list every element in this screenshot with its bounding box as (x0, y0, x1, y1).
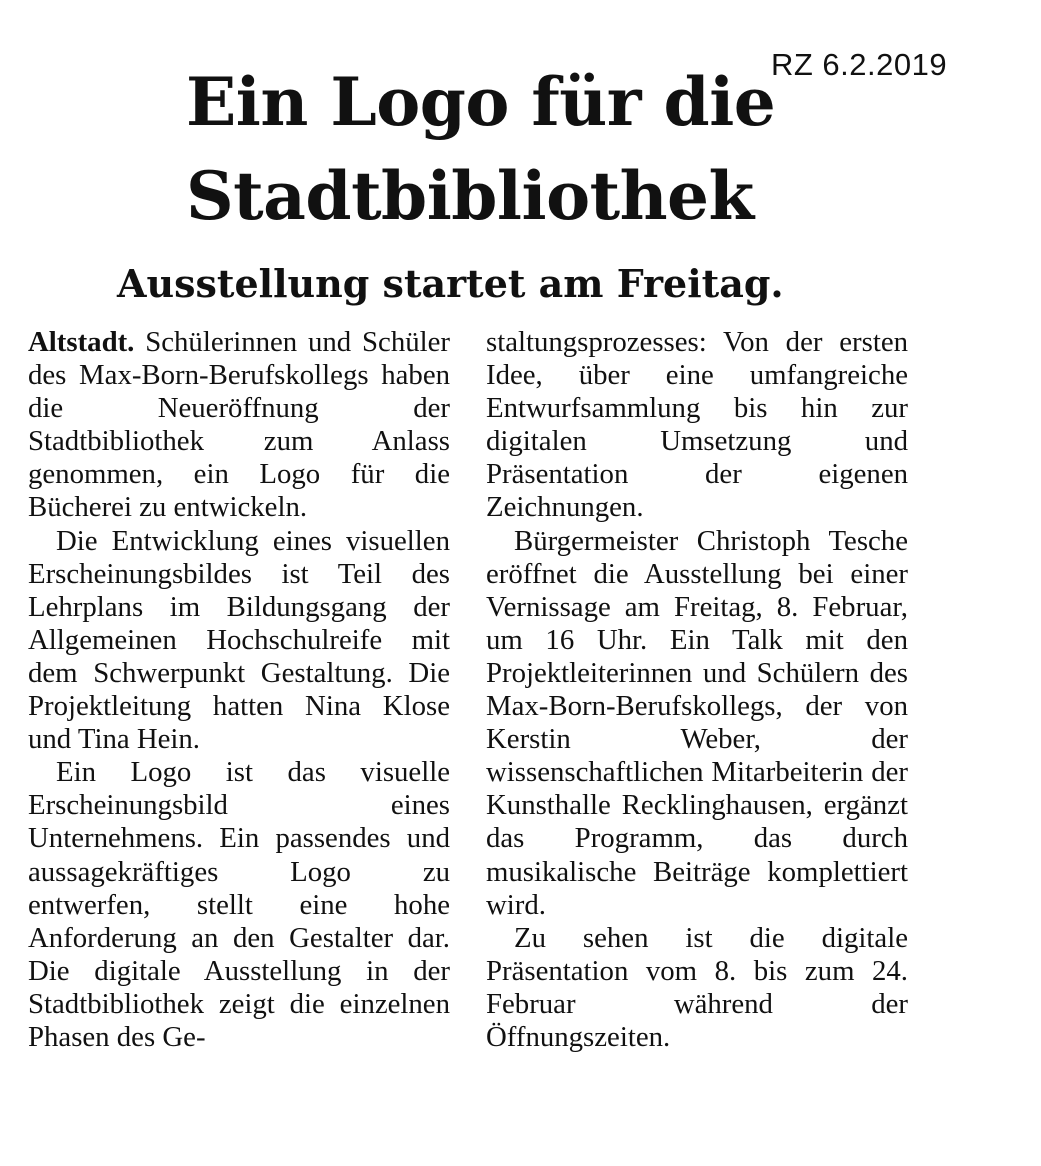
paragraph-dates: Zu sehen ist die digitale Präsentation vom 8. bis zum 24. Februar während der Öffnungszeiten. (486, 921, 908, 1053)
subheadline: Ausstellung startet am Freitag. (117, 261, 784, 306)
source-date: RZ 6.2.2019 (771, 47, 948, 82)
article-column-left (28, 326, 450, 1054)
paragraph-vernissage: Bürgermeister Christoph Tesche eröffnet die Ausstellung bei einer Vernissage am Freitag, 8. Februar, um 16 Uhr. Ein Talk mit den Projektleiterinnen und Schülern des Max-Born-Berufskollegs, der von Kerstin Weber, der wissenschaftlichen Mitarbeiterin der Kunsthalle Recklinghausen, ergänzt das Programm, das durch musikalische Beiträge komplettiert wird. (486, 524, 908, 921)
paragraph-logo-definition: Ein Logo ist das visuelle Erscheinungsbild eines Unternehmens. Ein passendes und aussagekräftiges Logo zu entwerfen, stellt eine hohe Anforderung an den Gestalter dar. Die digitale Ausstellung in der Stadtbibliothek zeigt die einzelnen Phasen des Ge- (28, 756, 450, 1053)
paragraph-intro (28, 326, 450, 525)
headline-line-2: Stadtbibliothek (186, 157, 754, 235)
headline-line-1: Ein Logo für die (186, 63, 776, 141)
paragraph-curriculum: Die Entwicklung eines visuellen Erscheinungsbildes ist Teil des Lehrplans im Bildungsgang der Allgemeinen Hochschulreife mit dem Schwerpunkt Gestaltung. Die Projektleitung hatten Nina Klose und Tina Hein. (28, 524, 450, 756)
headline (186, 55, 776, 243)
article-column-right (486, 326, 908, 1054)
paragraph-process-continued: staltungsprozesses: Von der ersten Idee, über eine umfangreiche Entwurfsammlung bis hin zur digitalen Umsetzung und Präsentation der eigenen Zeichnungen. (486, 326, 908, 524)
dateline: Altstadt. (28, 326, 135, 358)
paragraph-intro-text: Schülerinnen und Schüler des Max-Born-Berufskollegs haben die Neueröffnung der Stadtbibliothek zum Anlass genommen, ein Logo für die Bücherei zu entwickeln. (28, 326, 450, 524)
